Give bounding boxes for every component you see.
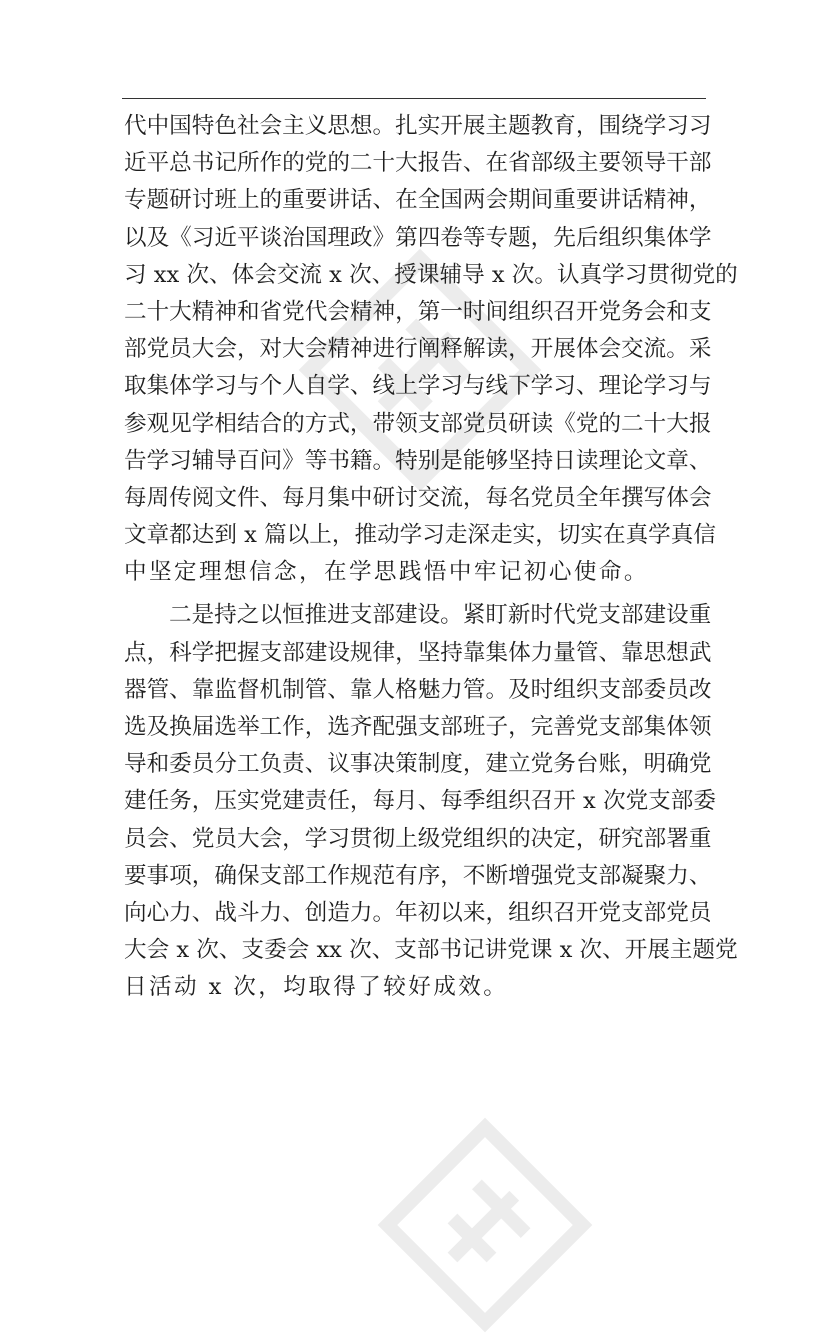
text-line: 器管、靠监督机制管、靠人格魅力管。及时组织支部委员改 — [124, 676, 712, 703]
text-line: 日活动 x 次，均取得了较好成效。 — [124, 974, 509, 1001]
text-line: 二十大精神和省党代会精神，第一时间组织召开党务会和支 — [124, 298, 712, 325]
text-line: 近平总书记所作的党的二十大报告、在省部级主要领导干部 — [124, 150, 712, 177]
watermark-icon — [370, 1110, 600, 1340]
text-line: 每周传阅文件、每月集中研讨交流，每名党员全年撰写体会 — [124, 484, 712, 511]
text-line: 二是持之以恒推进支部建设。紧盯新时代党支部建设重 — [169, 602, 712, 629]
text-line: 部党员大会，对大会精神进行阐释解读，开展体会交流。采 — [124, 336, 712, 363]
document-body — [124, 108, 738, 1007]
text-line: 建任务，压实党建责任，每月、每季组织召开 x 次党支部委 — [124, 788, 716, 815]
text-line: 向心力、战斗力、创造力。年初以来，组织召开党支部党员 — [124, 899, 712, 926]
paragraph-branch-building — [124, 597, 738, 1006]
text-line: 参观见学相结合的方式，带领支部党员研读《党的二十大报 — [124, 410, 712, 437]
text-line: 告学习辅导百问》等书籍。特别是能够坚持日读理论文章、 — [124, 447, 712, 474]
text-line: 习 xx 次、体会交流 x 次、授课辅导 x 次。认真学习贯彻党的 — [124, 261, 738, 288]
text-line: 取集体学习与个人自学、线上学习与线下学习、理论学习与 — [124, 373, 712, 400]
text-line: 文章都达到 x 篇以上，推动学习走深走实，切实在真学真信 — [124, 522, 716, 549]
text-line: 代中国特色社会主义思想。扎实开展主题教育，围绕学习习 — [124, 113, 712, 139]
text-line: 大会 x 次、支委会 xx 次、支部书记讲党课 x 次、开展主题党 — [124, 937, 738, 964]
paragraph-study — [124, 108, 738, 591]
text-line: 要事项，确保支部工作规范有序，不断增强党支部凝聚力、 — [124, 862, 712, 889]
header-rule — [122, 98, 706, 99]
text-line: 点，科学把握支部建设规律，坚持靠集体力量管、靠思想武 — [124, 639, 712, 666]
text-line: 中坚定理想信念，在学思践悟中牢记初心使命。 — [124, 559, 649, 586]
text-line: 以及《习近平谈治国理政》第四卷等专题，先后组织集体学 — [124, 224, 712, 251]
text-line: 专题研讨班上的重要讲话、在全国两会期间重要讲话精神， — [124, 187, 712, 214]
text-line: 导和委员分工负责、议事决策制度，建立党务台账，明确党 — [124, 751, 712, 778]
text-line: 员会、党员大会，学习贯彻上级党组织的决定，研究部署重 — [124, 825, 712, 852]
text-line: 选及换届选举工作，选齐配强支部班子，完善党支部集体领 — [124, 714, 712, 740]
